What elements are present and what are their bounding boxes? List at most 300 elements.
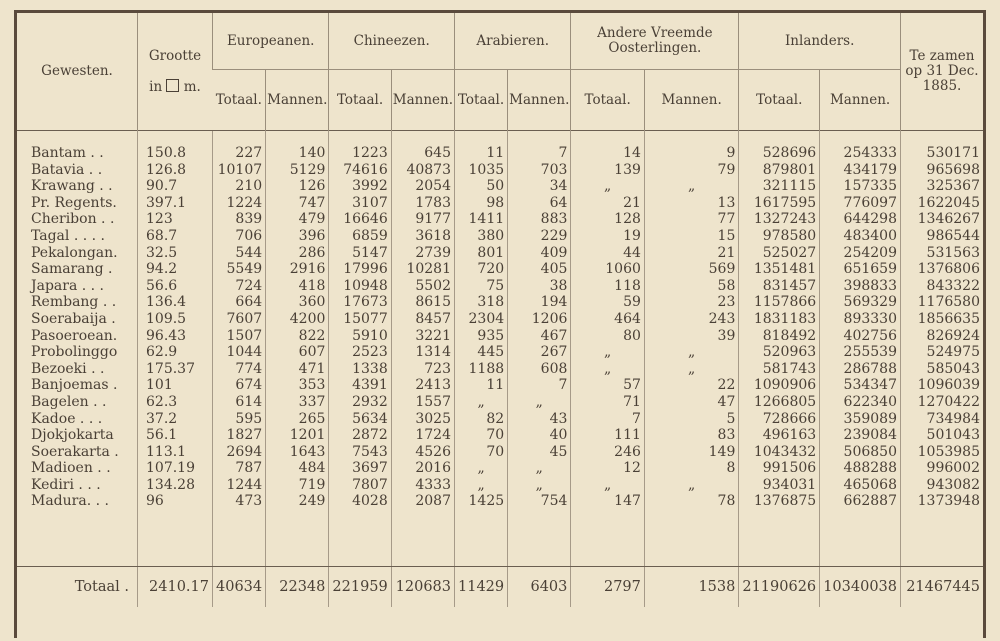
cell: 109.5 — [138, 311, 213, 328]
cell: 1622045 — [901, 195, 984, 212]
total-row — [17, 567, 983, 608]
cell: 524975 — [901, 344, 984, 361]
cell: 2932 — [329, 394, 391, 411]
header-gewesten: Gewesten. — [41, 63, 113, 79]
cell: 839 — [213, 211, 266, 228]
cell: 1507 — [213, 328, 266, 345]
cell: 17996 — [329, 261, 391, 278]
grootte-label: Grootte — [148, 47, 202, 64]
region-name: Pasoeroean. — [31, 327, 118, 344]
table-row — [17, 460, 983, 477]
total-separator — [17, 540, 983, 567]
cell: „ — [571, 344, 645, 361]
cell: 934031 — [739, 477, 820, 494]
cell: 674 — [213, 377, 266, 394]
cell: 2410.17 — [138, 567, 213, 608]
spacer — [739, 540, 820, 567]
table-row — [17, 261, 983, 278]
region-name: Djokjokarta — [31, 427, 114, 444]
cell: 719 — [266, 477, 329, 494]
cell: 10948 — [329, 278, 391, 295]
population-table-page — [14, 10, 986, 638]
cell: 7807 — [329, 477, 391, 494]
grootte-unit-post: m. — [183, 78, 201, 95]
cell: 728666 — [739, 411, 820, 428]
spacer — [266, 131, 329, 146]
subheader-mannen: Mannen. — [266, 70, 329, 131]
cell: 1557 — [391, 394, 454, 411]
cell: 3992 — [329, 178, 391, 195]
cell: 83 — [644, 427, 738, 444]
cell: 1176580 — [901, 294, 984, 311]
cell: 5634 — [329, 411, 391, 428]
cell: 3107 — [329, 195, 391, 212]
cell: 2304 — [455, 311, 508, 328]
cell: 651659 — [820, 261, 901, 278]
cell: 34 — [508, 178, 571, 195]
cell: 3618 — [391, 228, 454, 245]
region-name: Banjoemas . — [31, 377, 118, 394]
cell: 96 — [138, 493, 213, 510]
cell: 1090906 — [739, 377, 820, 394]
spacer — [739, 131, 820, 146]
cell: 8615 — [391, 294, 454, 311]
spacer — [329, 540, 391, 567]
cell: 409 — [508, 245, 571, 262]
cell: 40873 — [391, 162, 454, 179]
cell: 1346267 — [901, 211, 984, 228]
subheader-mannen: Mannen. — [391, 70, 454, 131]
cell: 249 — [266, 493, 329, 510]
cell: 62.9 — [138, 344, 213, 361]
cell: 4028 — [329, 493, 391, 510]
region-name: Madura. . . — [31, 493, 109, 510]
cell: 70 — [455, 427, 508, 444]
cell: 5 — [644, 411, 738, 428]
cell: 1724 — [391, 427, 454, 444]
header-separator — [17, 131, 983, 146]
cell: 254209 — [820, 245, 901, 262]
cell: 11 — [455, 377, 508, 394]
cell: 38 — [508, 278, 571, 295]
cell: „ — [644, 178, 738, 195]
cell: 1270422 — [901, 394, 984, 411]
cell: 318 — [455, 294, 508, 311]
cell: 801 — [455, 245, 508, 262]
cell: 1060 — [571, 261, 645, 278]
cell: 16646 — [329, 211, 391, 228]
cell: 101 — [138, 377, 213, 394]
cell: 774 — [213, 361, 266, 378]
cell: 935 — [455, 328, 508, 345]
subheader-mannen: Mannen. — [508, 70, 571, 131]
cell: 37.2 — [138, 411, 213, 428]
cell: 1831183 — [739, 311, 820, 328]
cell: 2087 — [391, 493, 454, 510]
region-name: Cheribon . . — [31, 211, 115, 228]
cell: 175.37 — [138, 361, 213, 378]
cell: 44 — [571, 245, 645, 262]
cell: 239084 — [820, 427, 901, 444]
cell: 464 — [571, 311, 645, 328]
cell: 78 — [644, 493, 738, 510]
spacer-row — [17, 510, 983, 540]
table-row — [17, 328, 983, 345]
cell: 246 — [571, 444, 645, 461]
cell: 1043432 — [739, 444, 820, 461]
cell: 544 — [213, 245, 266, 262]
cell: 194 — [508, 294, 571, 311]
table-row — [17, 377, 983, 394]
cell: 5147 — [329, 245, 391, 262]
header-arabieren: Arabieren. — [455, 13, 571, 70]
cell: 991506 — [739, 460, 820, 477]
cell: 520963 — [739, 344, 820, 361]
cell: „ — [455, 394, 508, 411]
cell: 1827 — [213, 427, 266, 444]
cell: 1044 — [213, 344, 266, 361]
cell: 70 — [455, 444, 508, 461]
cell: 227 — [213, 145, 266, 162]
region-name: Madioen . . — [31, 460, 111, 477]
cell: 2016 — [391, 460, 454, 477]
cell: 120683 — [391, 567, 454, 608]
cell: 528696 — [739, 145, 820, 162]
spacer — [329, 131, 391, 146]
region-name: Pr. Regents. — [31, 194, 117, 211]
spacer — [571, 540, 645, 567]
cell: 1411 — [455, 211, 508, 228]
cell: 467 — [508, 328, 571, 345]
spacer — [329, 510, 391, 540]
region-name: Batavia . . — [31, 161, 103, 178]
cell: 1314 — [391, 344, 454, 361]
cell: 140 — [266, 145, 329, 162]
table-row — [17, 411, 983, 428]
spacer — [138, 510, 213, 540]
cell: 418 — [266, 278, 329, 295]
table-row — [17, 278, 983, 295]
cell: 720 — [455, 261, 508, 278]
cell: 607 — [266, 344, 329, 361]
cell: 622340 — [820, 394, 901, 411]
cell: 787 — [213, 460, 266, 477]
cell: 229 — [508, 228, 571, 245]
cell: 484 — [266, 460, 329, 477]
region-name: Krawang . . — [31, 178, 113, 195]
region-name: Bezoeki . . — [31, 360, 105, 377]
spacer — [391, 131, 454, 146]
cell: „ — [508, 460, 571, 477]
grootte-unit-pre: in — [149, 78, 163, 95]
cell: 2413 — [391, 377, 454, 394]
table-row — [17, 162, 983, 179]
cell: 58 — [644, 278, 738, 295]
cell: 2694 — [213, 444, 266, 461]
cell: 265 — [266, 411, 329, 428]
spacer — [17, 131, 138, 146]
cell: „ — [571, 178, 645, 195]
cell: 321115 — [739, 178, 820, 195]
cell: 359089 — [820, 411, 901, 428]
header-te-zamen: Te zamen op 31 Dec. 1885. — [901, 13, 984, 131]
cell: 501043 — [901, 427, 984, 444]
cell: 21467445 — [901, 567, 984, 608]
cell: 255539 — [820, 344, 901, 361]
cell: 1376806 — [901, 261, 984, 278]
cell: 1035 — [455, 162, 508, 179]
cell: 4526 — [391, 444, 454, 461]
spacer — [508, 131, 571, 146]
cell: 57 — [571, 377, 645, 394]
table-row — [17, 178, 983, 195]
spacer — [901, 131, 984, 146]
cell: 11429 — [455, 567, 508, 608]
cell: 5502 — [391, 278, 454, 295]
subheader-totaal: Totaal. — [213, 70, 266, 131]
cell: 1373948 — [901, 493, 984, 510]
cell: 210 — [213, 178, 266, 195]
cell: 5549 — [213, 261, 266, 278]
cell: 826924 — [901, 328, 984, 345]
cell: 4391 — [329, 377, 391, 394]
region-name: Samarang . — [31, 261, 113, 278]
cell: 479 — [266, 211, 329, 228]
cell: 534347 — [820, 377, 901, 394]
cell: 380 — [455, 228, 508, 245]
table-row — [17, 493, 983, 510]
cell: 723 — [391, 361, 454, 378]
cell: 4200 — [266, 311, 329, 328]
cell: 1538 — [644, 567, 738, 608]
cell: 1096039 — [901, 377, 984, 394]
cell: 1425 — [455, 493, 508, 510]
cell: 595 — [213, 411, 266, 428]
cell: „ — [571, 361, 645, 378]
cell: 77 — [644, 211, 738, 228]
population-table — [17, 13, 983, 607]
cell: 325367 — [901, 178, 984, 195]
spacer — [571, 510, 645, 540]
cell: 662887 — [820, 493, 901, 510]
cell: 471 — [266, 361, 329, 378]
table-row — [17, 444, 983, 461]
cell: 569 — [644, 261, 738, 278]
cell: 1224 — [213, 195, 266, 212]
table-row — [17, 344, 983, 361]
cell: 337 — [266, 394, 329, 411]
spacer — [571, 131, 645, 146]
cell: 79 — [644, 162, 738, 179]
region-name: Bantam . . — [31, 145, 104, 161]
region-name: Japara . . . — [31, 277, 105, 294]
cell: 6403 — [508, 567, 571, 608]
cell: 398833 — [820, 278, 901, 295]
cell: 123 — [138, 211, 213, 228]
cell: 483400 — [820, 228, 901, 245]
cell: 822 — [266, 328, 329, 345]
cell: 1206 — [508, 311, 571, 328]
cell: 1351481 — [739, 261, 820, 278]
cell: 569329 — [820, 294, 901, 311]
cell: 8457 — [391, 311, 454, 328]
cell: 664 — [213, 294, 266, 311]
spacer — [138, 131, 213, 146]
region-name: Soerabaija . — [31, 310, 116, 327]
spacer — [213, 131, 266, 146]
cell: 397.1 — [138, 195, 213, 212]
cell: 254333 — [820, 145, 901, 162]
cell: 2872 — [329, 427, 391, 444]
cell: 15077 — [329, 311, 391, 328]
spacer — [455, 131, 508, 146]
cell: 7 — [571, 411, 645, 428]
cell: 883 — [508, 211, 571, 228]
cell: 1327243 — [739, 211, 820, 228]
cell: 62.3 — [138, 394, 213, 411]
cell: 402756 — [820, 328, 901, 345]
spacer — [138, 540, 213, 567]
cell: 644298 — [820, 211, 901, 228]
region-name: Totaal . — [74, 579, 129, 596]
table-row — [17, 361, 983, 378]
cell: 1266805 — [739, 394, 820, 411]
table-row — [17, 228, 983, 245]
table-row — [17, 245, 983, 262]
cell: „ — [644, 361, 738, 378]
cell: 17673 — [329, 294, 391, 311]
cell: 111 — [571, 427, 645, 444]
cell: 50 — [455, 178, 508, 195]
cell: 2739 — [391, 245, 454, 262]
spacer — [17, 540, 138, 567]
cell: 21 — [571, 195, 645, 212]
cell: 43 — [508, 411, 571, 428]
cell: 703 — [508, 162, 571, 179]
cell: 2797 — [571, 567, 645, 608]
cell: 243 — [644, 311, 738, 328]
cell: 496163 — [739, 427, 820, 444]
cell: 59 — [571, 294, 645, 311]
cell: 1053985 — [901, 444, 984, 461]
region-name: Tagal . . . . — [31, 227, 105, 244]
cell: 1244 — [213, 477, 266, 494]
cell: 13 — [644, 195, 738, 212]
table-row — [17, 427, 983, 444]
spacer — [17, 510, 138, 540]
cell: 8 — [644, 460, 738, 477]
subheader-mannen: Mannen. — [820, 70, 901, 131]
cell: 3697 — [329, 460, 391, 477]
cell: 405 — [508, 261, 571, 278]
spacer — [820, 540, 901, 567]
cell: 126.8 — [138, 162, 213, 179]
spacer — [391, 510, 454, 540]
cell: 3221 — [391, 328, 454, 345]
cell: 1643 — [266, 444, 329, 461]
cell: „ — [455, 477, 508, 494]
cell: 754 — [508, 493, 571, 510]
cell: 134.28 — [138, 477, 213, 494]
spacer — [644, 131, 738, 146]
header-chineezen: Chineezen. — [329, 13, 455, 70]
spacer — [901, 510, 984, 540]
cell: „ — [508, 477, 571, 494]
cell: 286788 — [820, 361, 901, 378]
cell: 1223 — [329, 145, 391, 162]
cell: 40 — [508, 427, 571, 444]
cell: „ — [455, 460, 508, 477]
cell: 96.43 — [138, 328, 213, 345]
cell: 1338 — [329, 361, 391, 378]
cell: 893330 — [820, 311, 901, 328]
cell: 15 — [644, 228, 738, 245]
table-row — [17, 477, 983, 494]
region-name: Probolinggo — [31, 344, 118, 361]
cell: 90.7 — [138, 178, 213, 195]
cell: 3025 — [391, 411, 454, 428]
cell: 74616 — [329, 162, 391, 179]
cell: 843322 — [901, 278, 984, 295]
spacer — [820, 510, 901, 540]
spacer — [266, 540, 329, 567]
cell: 473 — [213, 493, 266, 510]
cell: 943082 — [901, 477, 984, 494]
square-symbol-icon — [166, 79, 179, 92]
spacer — [644, 540, 738, 567]
cell: 10107 — [213, 162, 266, 179]
subheader-totaal: Totaal. — [739, 70, 820, 131]
cell: 32.5 — [138, 245, 213, 262]
cell: 147 — [571, 493, 645, 510]
cell: 608 — [508, 361, 571, 378]
cell: 68.7 — [138, 228, 213, 245]
cell: 776097 — [820, 195, 901, 212]
cell: 396 — [266, 228, 329, 245]
cell: 978580 — [739, 228, 820, 245]
table-row — [17, 294, 983, 311]
subheader-totaal: Totaal. — [455, 70, 508, 131]
cell: 614 — [213, 394, 266, 411]
cell: 98 — [455, 195, 508, 212]
cell: 434179 — [820, 162, 901, 179]
cell: „ — [644, 344, 738, 361]
cell: 7607 — [213, 311, 266, 328]
cell: 126 — [266, 178, 329, 195]
cell: 525027 — [739, 245, 820, 262]
spacer — [901, 540, 984, 567]
cell: 286 — [266, 245, 329, 262]
cell: 488288 — [820, 460, 901, 477]
cell: 4333 — [391, 477, 454, 494]
cell: 128 — [571, 211, 645, 228]
cell: 118 — [571, 278, 645, 295]
table-row — [17, 394, 983, 411]
cell: 22 — [644, 377, 738, 394]
cell: 1157866 — [739, 294, 820, 311]
cell: 879801 — [739, 162, 820, 179]
cell: 11 — [455, 145, 508, 162]
cell: 9177 — [391, 211, 454, 228]
cell: 12 — [571, 460, 645, 477]
cell: 75 — [455, 278, 508, 295]
cell: 221959 — [329, 567, 391, 608]
cell: 581743 — [739, 361, 820, 378]
spacer — [213, 540, 266, 567]
cell: 80 — [571, 328, 645, 345]
cell: 724 — [213, 278, 266, 295]
cell: 996002 — [901, 460, 984, 477]
